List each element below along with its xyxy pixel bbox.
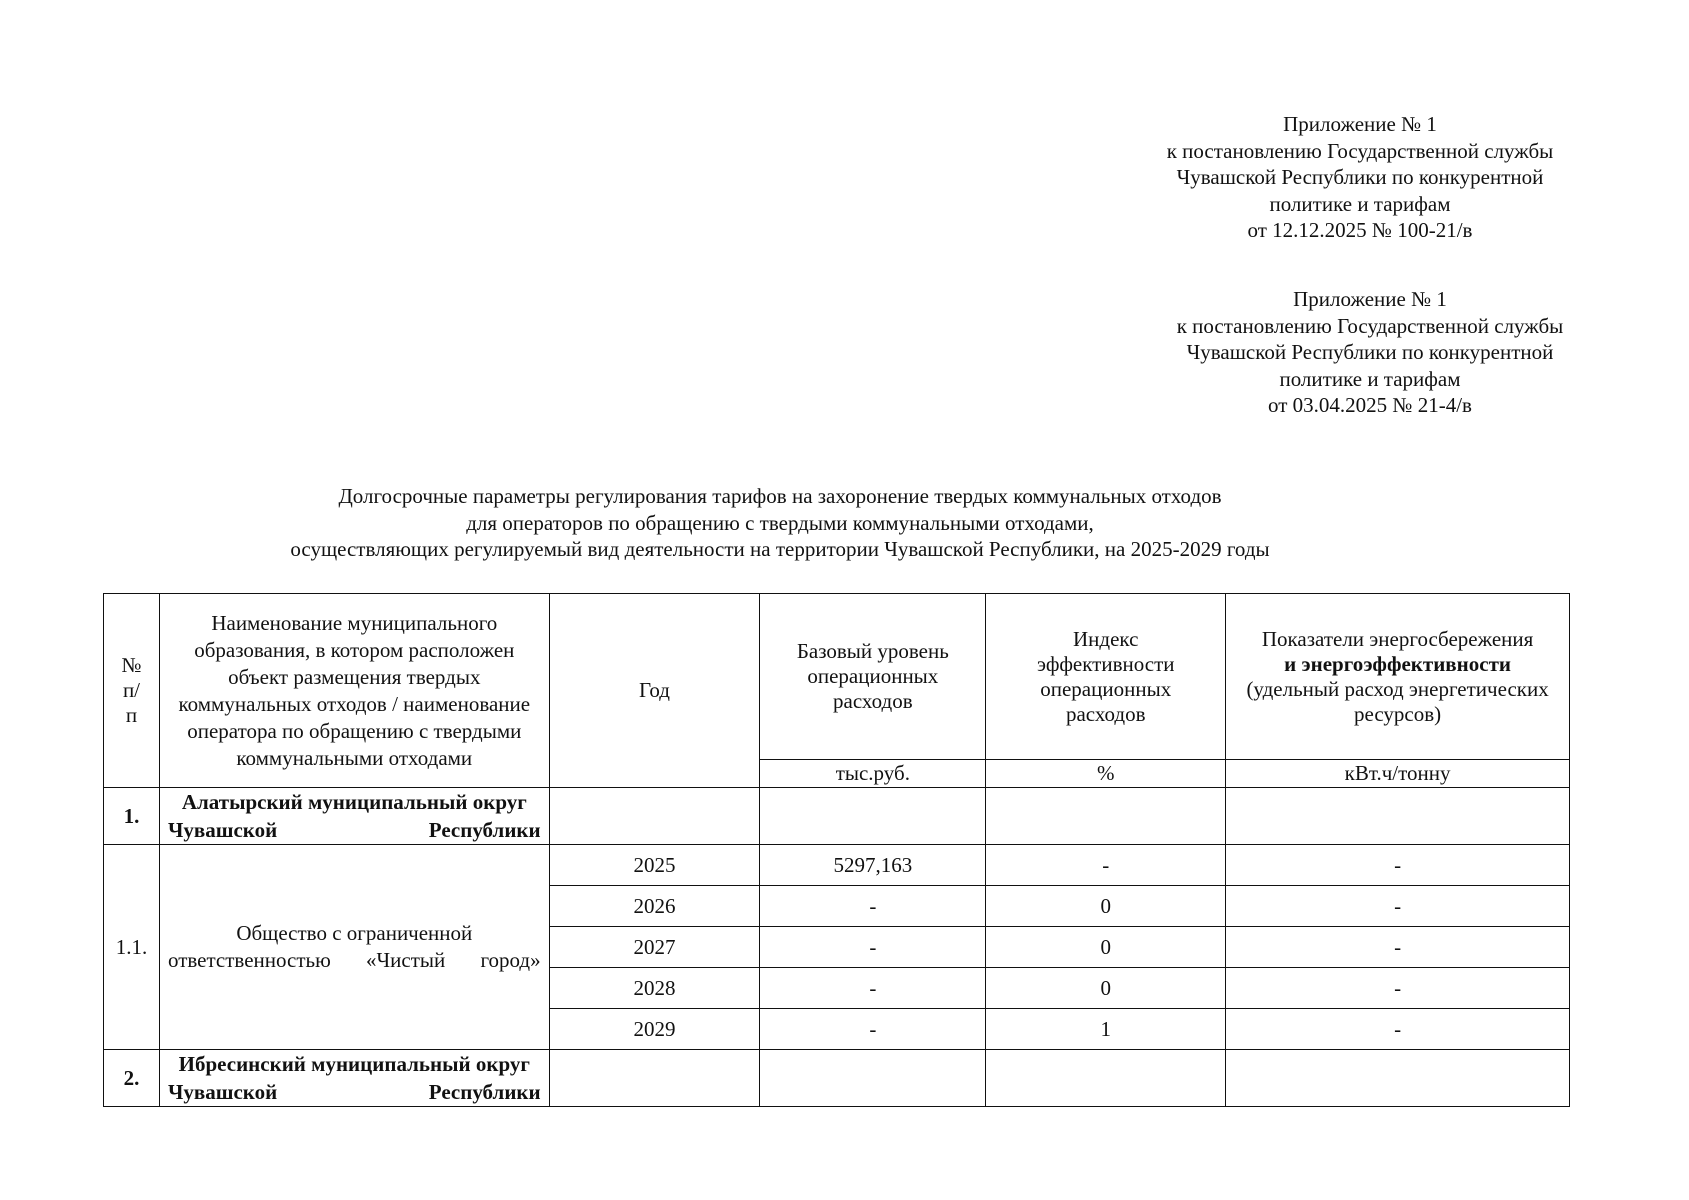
operator-name: Общество с ограниченной ответственностью «Чистый город» [159, 845, 549, 1050]
empty-cell [549, 788, 760, 845]
empty-cell [986, 788, 1226, 845]
unit-energy: кВт.ч/тонну [1226, 760, 1570, 788]
header-energy-indicators [1226, 594, 1570, 760]
empty-cell [760, 1050, 986, 1107]
energy-cell: - [1226, 927, 1570, 968]
header-num-text: № п/п [121, 653, 142, 727]
appendix-line: Чувашской Республики по конкурентной [1186, 340, 1554, 364]
empty-cell [986, 1050, 1226, 1107]
base-cell: 5297,163 [760, 845, 986, 886]
title-line: осуществляющих регулируемый вид деятельности на территории Чувашской Республики, на 2025-2029 годы [290, 537, 1270, 561]
energy-cell: - [1226, 1009, 1570, 1050]
section-num: 1. [104, 788, 160, 845]
header-efficiency-index [986, 594, 1226, 760]
section-num: 2. [104, 1050, 160, 1107]
base-cell: - [760, 968, 986, 1009]
base-cell: - [760, 886, 986, 927]
appendix-header-previous [1110, 286, 1630, 419]
base-cell: - [760, 927, 986, 968]
appendix-header-current [1100, 111, 1620, 244]
unit-base: тыс.руб. [760, 760, 986, 788]
year-row [104, 845, 1570, 886]
year-cell: 2026 [549, 886, 760, 927]
header-energy-line: и энергоэффективности [1284, 651, 1511, 676]
year-cell: 2029 [549, 1009, 760, 1050]
appendix-line: политике и тарифам [1269, 191, 1451, 216]
year-cell: 2027 [549, 927, 760, 968]
index-cell: 0 [986, 886, 1226, 927]
year-cell: 2028 [549, 968, 760, 1009]
index-cell: 1 [986, 1009, 1226, 1050]
title-line: для операторов по обращению с твердыми коммунальными отходами, [466, 510, 1094, 535]
empty-cell [760, 788, 986, 845]
header-num [104, 594, 160, 788]
year-cell: 2025 [549, 845, 760, 886]
header-year: Год [549, 594, 760, 788]
energy-cell: - [1226, 845, 1570, 886]
header-energy-line: Показатели энергосбережения [1261, 626, 1534, 651]
header-row [104, 594, 1570, 760]
section-name: Алатырский муниципальный округ Чувашской Республики [159, 788, 549, 845]
index-cell: - [986, 845, 1226, 886]
energy-cell: - [1226, 968, 1570, 1009]
section-name: Ибресинский муниципальный округ Чувашской Республики [159, 1050, 549, 1107]
appendix-line: к постановлению Государственной службы [1166, 138, 1554, 163]
section-row [104, 1050, 1570, 1107]
empty-cell [1226, 788, 1570, 845]
index-cell: 0 [986, 968, 1226, 1009]
appendix-line: Приложение № 1 [1293, 287, 1447, 311]
appendix-line: к постановлению Государственной службы [1176, 313, 1564, 338]
appendix-date-line: от 12.12.2025 № 100-21/в [1247, 218, 1473, 242]
base-cell: - [760, 1009, 986, 1050]
appendix-line: политике и тарифам [1279, 366, 1461, 391]
title-line: Долгосрочные параметры регулирования тарифов на захоронение твердых коммунальных отходов [338, 484, 1222, 508]
appendix-date-line: от 03.04.2025 № 21-4/в [1268, 393, 1472, 417]
header-efficiency-index-text: Индекс эффективности операционных расходов [1036, 626, 1175, 726]
appendix-line: Приложение № 1 [1283, 112, 1437, 136]
tariff-parameters-table [103, 593, 1570, 1107]
empty-cell [1226, 1050, 1570, 1107]
header-base-opex [760, 594, 986, 760]
section-row [104, 788, 1570, 845]
unit-index: % [986, 760, 1226, 788]
energy-cell: - [1226, 886, 1570, 927]
header-energy-line: (удельный расход энергетических ресурсов) [1246, 676, 1549, 726]
empty-cell [549, 1050, 760, 1107]
appendix-line: Чувашской Республики по конкурентной [1176, 165, 1544, 189]
subsection-num: 1.1. [104, 845, 160, 1050]
index-cell: 0 [986, 927, 1226, 968]
header-base-opex-text: Базовый уровень операционных расходов [796, 639, 949, 713]
document-title [140, 483, 1420, 563]
header-name: Наименование муниципального образования, в котором расположен объект размещения твердых коммунальных отходов / наименование оператора по обращению с твердыми коммунальными отходами [159, 594, 549, 788]
